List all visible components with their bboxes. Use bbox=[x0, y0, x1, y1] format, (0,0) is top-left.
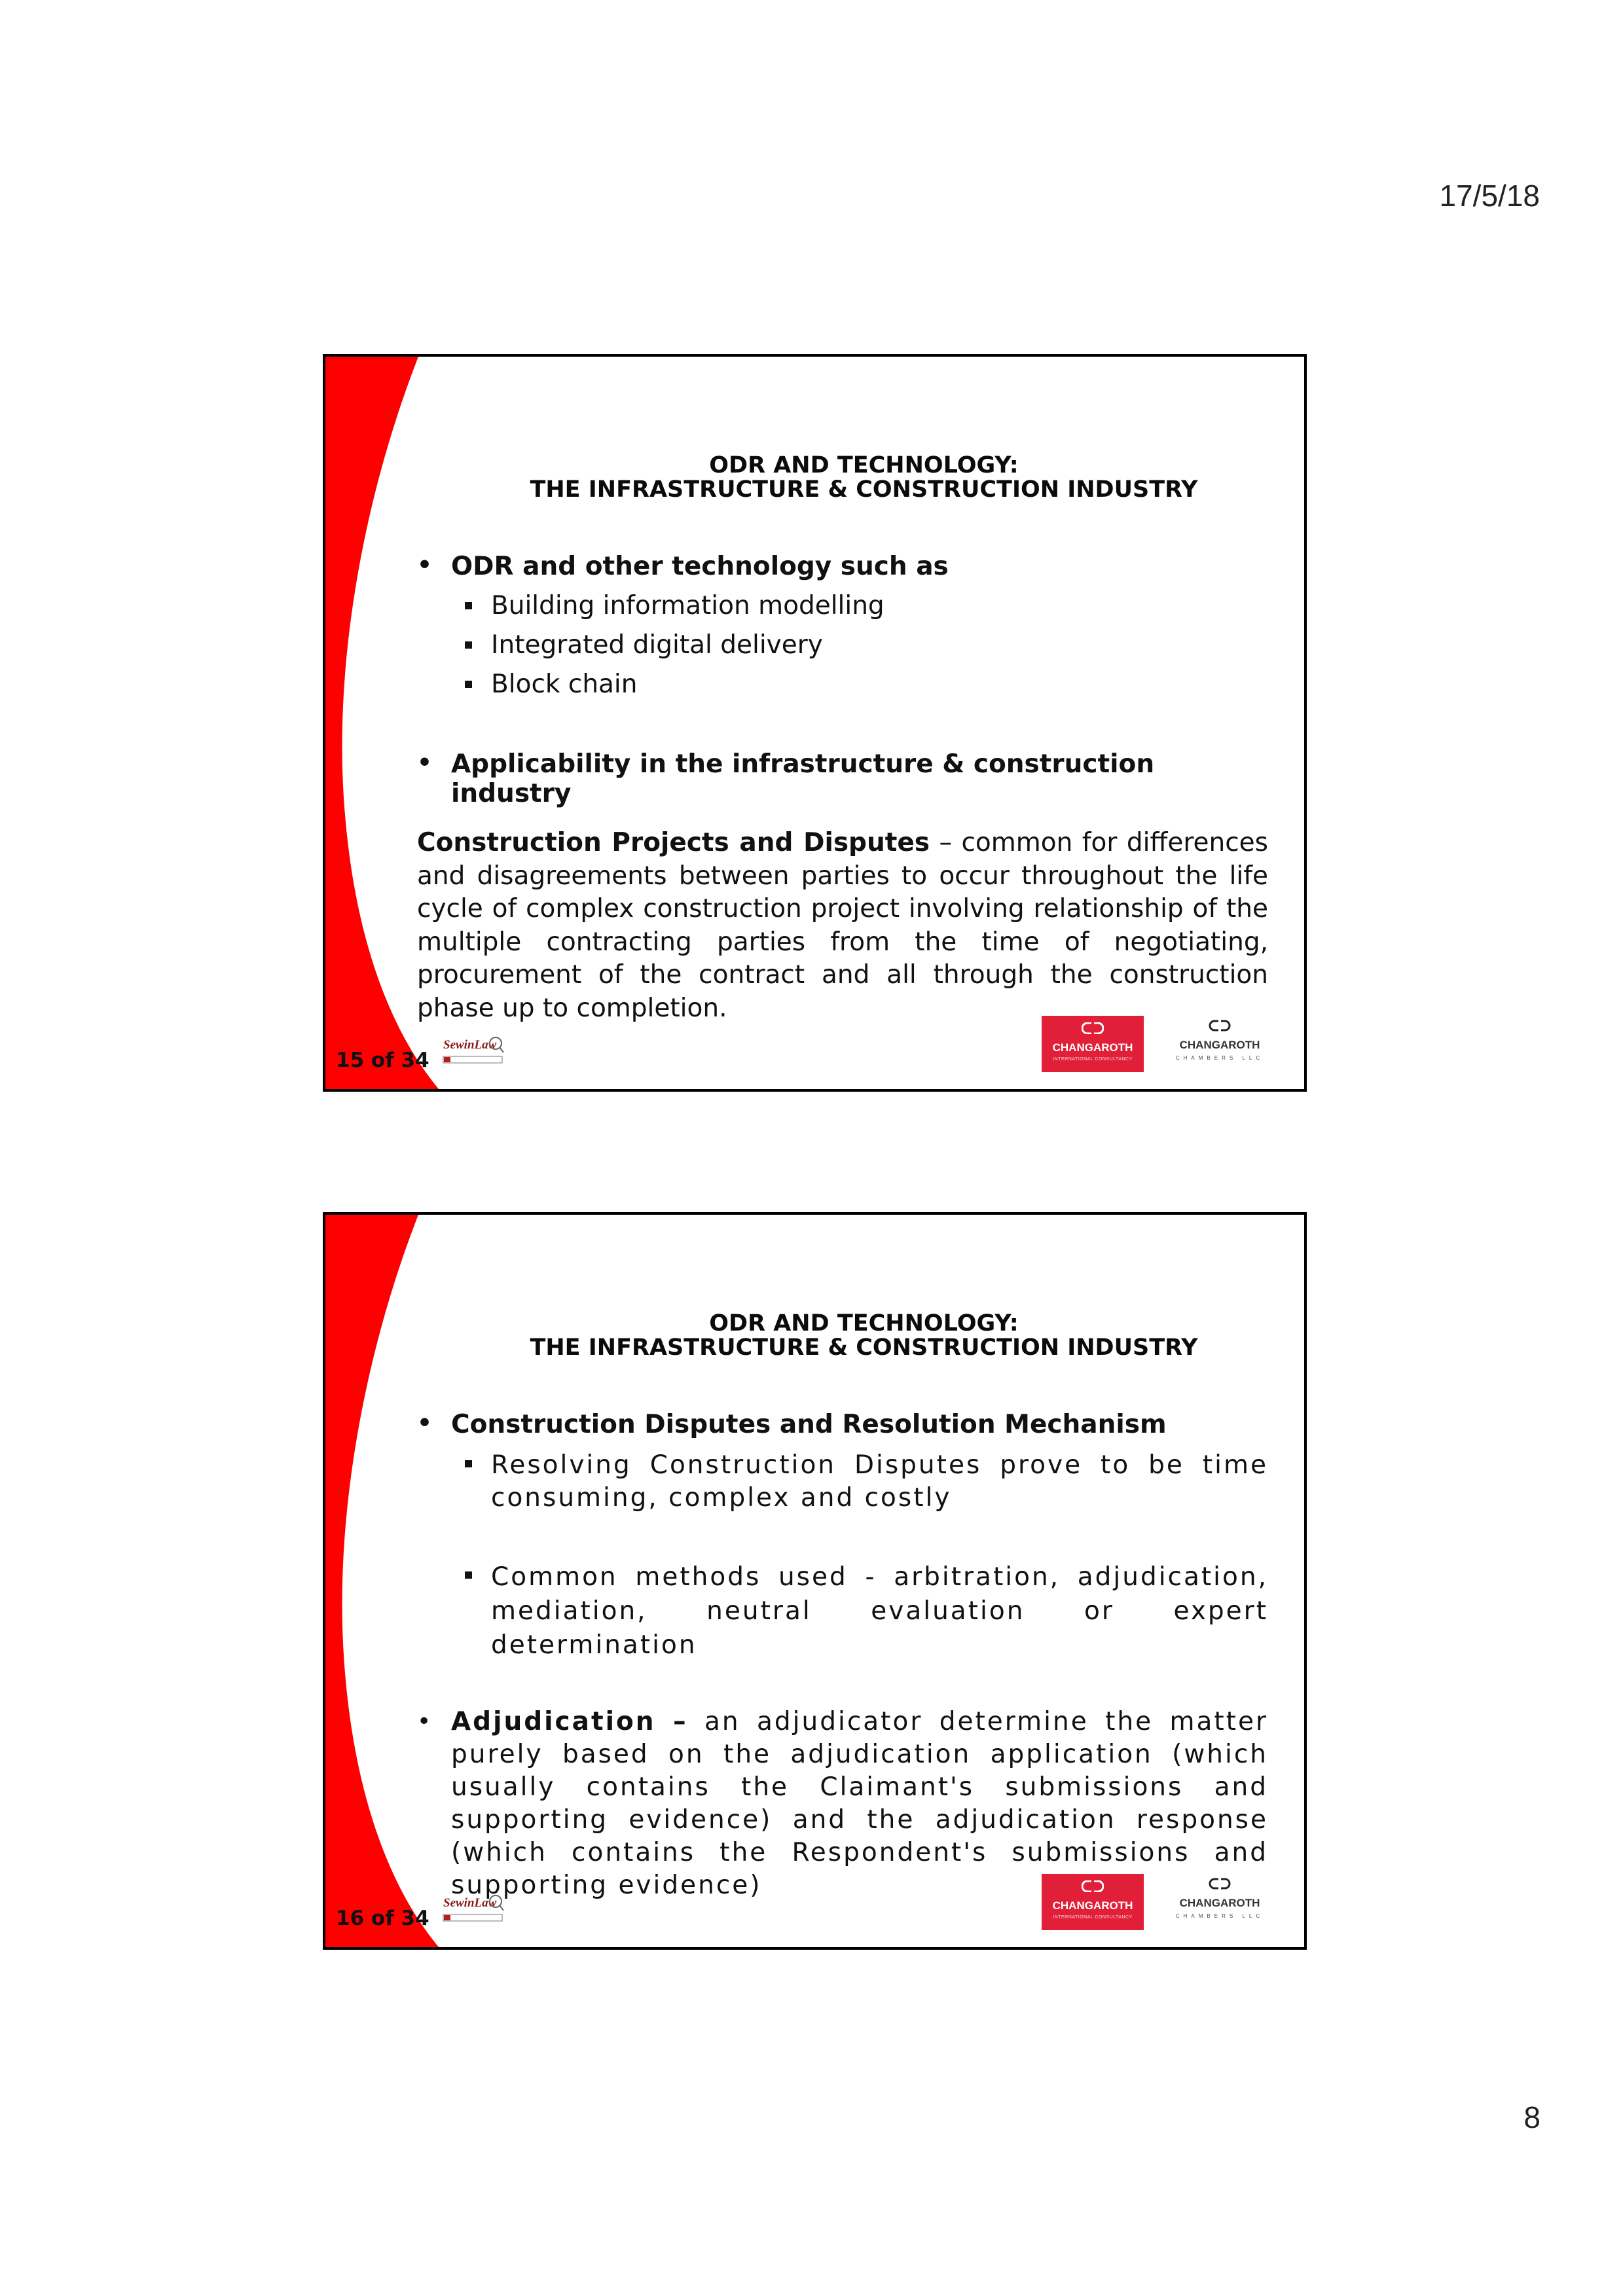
slide-counter: 16 of 34 bbox=[336, 1907, 429, 1930]
page-number: 8 bbox=[1523, 2100, 1541, 2134]
square-bullet-icon bbox=[465, 681, 472, 688]
sub-bullet-item bbox=[417, 670, 1268, 709]
logo-name: CHANGAROTH bbox=[1179, 1897, 1260, 1909]
paragraph bbox=[417, 827, 1268, 1025]
bullet-dot: • bbox=[417, 552, 433, 579]
sub-bullet-item bbox=[417, 591, 1268, 630]
slide-footer bbox=[325, 1024, 1304, 1089]
logo-subtitle: INTERNATIONAL CONSULTANCY bbox=[1053, 1057, 1133, 1062]
sub-bullet-text: Block chain bbox=[491, 670, 638, 699]
changaroth-mark-icon bbox=[1082, 1880, 1104, 1892]
bullet-lead: Adjudication – bbox=[451, 1707, 688, 1736]
sub-bullet-item bbox=[417, 1560, 1268, 1662]
slide-16 bbox=[323, 1212, 1307, 1950]
logo-subtitle: CHAMBERS LLC bbox=[1175, 1913, 1264, 1919]
slide-body bbox=[417, 1410, 1268, 1902]
sub-bullet-item bbox=[417, 630, 1268, 670]
svg-text:SewinLaw: SewinLaw bbox=[443, 1038, 497, 1052]
slide-title-line1: ODR AND TECHNOLOGY: bbox=[709, 452, 1019, 478]
changaroth-international-logo bbox=[1042, 1016, 1144, 1072]
square-bullet-icon bbox=[465, 641, 472, 649]
changaroth-international-logo bbox=[1042, 1874, 1144, 1930]
sewinlaw-logo bbox=[442, 1033, 505, 1071]
paragraph-lead: Construction Projects and Disputes bbox=[417, 828, 930, 857]
square-bullet-icon bbox=[465, 1460, 472, 1467]
slide-counter: 15 of 34 bbox=[336, 1049, 429, 1072]
sub-bullet-text: Integrated digital delivery bbox=[491, 630, 823, 660]
page-date: 17/5/18 bbox=[1439, 179, 1540, 213]
slide-footer bbox=[325, 1882, 1304, 1947]
sewinlaw-logo bbox=[442, 1891, 505, 1929]
bullet-dot: • bbox=[417, 1708, 433, 1735]
logo-subtitle: CHAMBERS LLC bbox=[1175, 1055, 1264, 1061]
bullet-text: Construction Disputes and Resolution Mechanism bbox=[451, 1410, 1167, 1439]
sub-bullet-text: Resolving Construction Disputes prove to be time consuming, complex and costly bbox=[491, 1450, 1268, 1513]
sub-bullet-text: Common methods used - arbitration, adjudication, mediation, neutral evaluation or expert determination bbox=[491, 1562, 1268, 1660]
bullet-item bbox=[417, 749, 1268, 808]
sub-bullet-text: Building information modelling bbox=[491, 591, 884, 620]
bullet-text: an adjudicator determine the matter purely based on the adjudication application (which usually contains the Claimant's submissions and supporting evidence) and the adjudication response (which contains the Respondent's submissions and supporting evidence) bbox=[451, 1707, 1268, 1900]
changaroth-chambers-logo bbox=[1171, 1017, 1269, 1069]
svg-text:SewinLaw: SewinLaw bbox=[443, 1896, 497, 1910]
bullet-item bbox=[417, 1706, 1268, 1902]
changaroth-mark-icon bbox=[1209, 1020, 1231, 1031]
bullet-dot: • bbox=[417, 1410, 433, 1437]
square-bullet-icon bbox=[465, 1571, 472, 1579]
slide-title-line2: THE INFRASTRUCTURE & CONSTRUCTION INDUSTRY bbox=[530, 476, 1198, 503]
bullet-item bbox=[417, 1410, 1268, 1449]
logo-subtitle: INTERNATIONAL CONSULTANCY bbox=[1053, 1915, 1133, 1920]
changaroth-mark-icon bbox=[1082, 1022, 1104, 1034]
logo-name: CHANGAROTH bbox=[1052, 1041, 1133, 1054]
slide-body bbox=[417, 552, 1268, 1025]
slide-title-line2: THE INFRASTRUCTURE & CONSTRUCTION INDUSTRY bbox=[530, 1335, 1198, 1361]
slide-title-line1: ODR AND TECHNOLOGY: bbox=[709, 1310, 1019, 1336]
slide-title bbox=[443, 454, 1285, 502]
bullet-item bbox=[417, 552, 1268, 591]
logo-name: CHANGAROTH bbox=[1052, 1899, 1133, 1912]
changaroth-chambers-logo bbox=[1171, 1875, 1269, 1928]
slide-title bbox=[443, 1312, 1285, 1360]
bullet-text: ODR and other technology such as bbox=[451, 552, 949, 581]
square-bullet-icon bbox=[465, 602, 472, 609]
logo-name: CHANGAROTH bbox=[1179, 1039, 1260, 1051]
bullet-text: Applicability in the infrastructure & construction industry bbox=[451, 749, 1155, 808]
sub-bullet-item bbox=[417, 1449, 1268, 1515]
slide-15 bbox=[323, 354, 1307, 1092]
changaroth-mark-icon bbox=[1209, 1878, 1231, 1890]
bullet-dot: • bbox=[417, 749, 433, 776]
paragraph-text: – common for differences and disagreements between parties to occur throughout the life cycle of complex construction project involving relationship of the multiple contracting parties from the time of negotiating, procurement of the contract and all through the construction phase up to completion. bbox=[417, 828, 1268, 1023]
